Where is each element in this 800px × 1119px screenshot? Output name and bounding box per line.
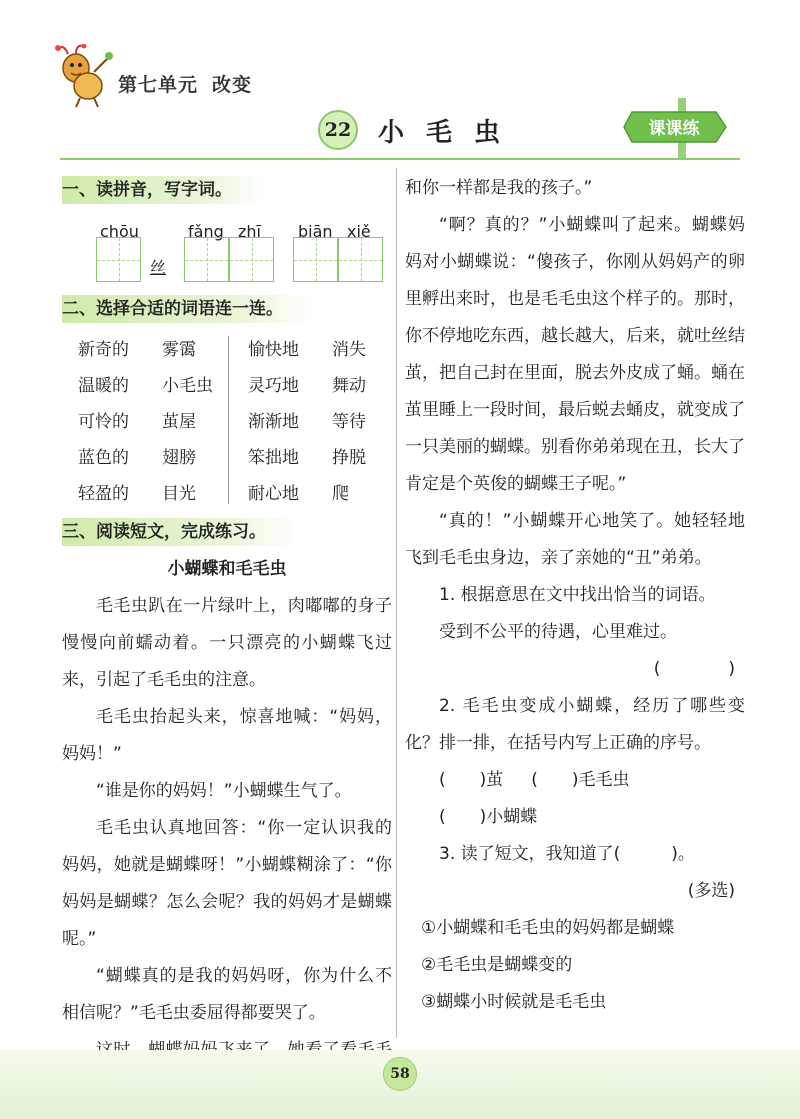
article-paragraph: “谁是你的妈妈！”小蝴蝶生气了。 xyxy=(96,781,352,801)
question-1: 1. 根据意思在文中找出恰当的词语。 xyxy=(439,585,716,605)
match-target[interactable]: 等待 xyxy=(332,412,366,432)
caterpillar-mascot-icon xyxy=(54,44,114,108)
order-option[interactable]: ( )小蝴蝶 xyxy=(439,807,538,827)
question-2: 2. 毛毛虫变成小蝴蝶，经历了哪些变化？排一排，在括号内写上正确的序号。 xyxy=(405,696,745,753)
article-title: 小蝴蝶和毛毛虫 xyxy=(167,559,287,579)
writing-box[interactable] xyxy=(184,237,229,282)
match-target[interactable]: 消失 xyxy=(332,340,366,360)
match-word[interactable]: 笨拙地 xyxy=(248,448,299,468)
article-paragraph: “啊？真的？”小蝴蝶叫了起来。蝴蝶妈妈对小蝴蝶说：“傻孩子，你刚从妈妈产的卵里孵出来时，也是毛毛虫这个样子的。那时，你不停地吃东西，越长越大，后来，就吐丝结茧，把自己封在里面，脱去外皮成了蛹。蛹在茧里睡上一段时间，最后蜕去蛹皮，就变成了一只美丽的蝴蝶。别看你弟弟现在丑，长大了肯定是个英俊的蝴蝶王子呢。” xyxy=(405,215,745,494)
match-word[interactable]: 轻盈的 xyxy=(78,484,129,504)
pinyin-exercise xyxy=(62,209,392,289)
lesson-number: 22 xyxy=(318,110,358,150)
si-char: 丝 xyxy=(150,258,167,277)
article-paragraph: 毛毛虫趴在一片绿叶上，肉嘟嘟的身子慢慢向前蠕动着。一只漂亮的小蝴蝶飞过来，引起了毛毛虫的注意。 xyxy=(62,596,392,690)
question-3: 3. 读了短文，我知道了( )。 xyxy=(439,844,695,864)
section2-title: 二、选择合适的词语连一连。 xyxy=(62,295,313,323)
header-rule xyxy=(60,158,740,160)
unit-theme: 改变 xyxy=(212,74,253,96)
pinyin-chou: chōu xyxy=(100,222,139,241)
match-word[interactable]: 渐渐地 xyxy=(248,412,299,432)
choice-option[interactable]: ①小蝴蝶和毛毛虫的妈妈都是蝴蝶 xyxy=(421,918,675,938)
match-word[interactable]: 愉快地 xyxy=(248,340,299,360)
match-word[interactable]: 耐心地 xyxy=(248,484,299,504)
match-target[interactable]: 目光 xyxy=(162,484,196,504)
column-divider xyxy=(396,168,397,1038)
unit-label: 第七单元 xyxy=(118,74,199,96)
pinyin-fang: fǎng xyxy=(188,222,224,241)
match-target[interactable]: 挣脱 xyxy=(332,448,366,468)
pinyin-bian: biān xyxy=(298,222,333,241)
writing-box[interactable] xyxy=(229,237,274,282)
match-target[interactable]: 爬 xyxy=(332,484,349,504)
answer-blank[interactable]: ( ) xyxy=(653,659,735,679)
article-continuation: 和你一样都是我的孩子。” xyxy=(405,178,593,198)
match-word[interactable]: 新奇的 xyxy=(78,340,129,360)
section3-title: 三、阅读短文，完成练习。 xyxy=(62,518,296,546)
lesson-name: 小毛虫 xyxy=(378,117,523,148)
pinyin-xie: xiě xyxy=(347,222,371,241)
article-paragraph: “真的！”小蝴蝶开心地笑了。她轻轻地飞到毛毛虫身边，亲了亲她的“丑”弟弟。 xyxy=(405,511,745,568)
writing-box[interactable] xyxy=(338,237,383,282)
choice-option[interactable]: ③蝴蝶小时候就是毛毛虫 xyxy=(421,992,607,1012)
match-target[interactable]: 舞动 xyxy=(332,376,366,396)
article-paragraph: “蝴蝶真的是我的妈妈呀，你为什么不相信呢？”毛毛虫委屈得都要哭了。 xyxy=(62,966,392,1023)
badge-label: 课课练 xyxy=(648,119,700,139)
match-target[interactable]: 茧屋 xyxy=(162,412,196,432)
order-option[interactable]: ( )毛毛虫 xyxy=(531,770,630,790)
match-word[interactable]: 蓝色的 xyxy=(78,448,129,468)
match-target[interactable]: 小毛虫 xyxy=(162,376,213,396)
article-paragraph: 毛毛虫抬起头来，惊喜地喊：“妈妈，妈妈！” xyxy=(62,707,392,764)
question-1-meaning: 受到不公平的待遇，心里难过。 xyxy=(439,622,677,642)
unit-header xyxy=(118,70,266,97)
left-column xyxy=(62,170,392,1106)
pinyin-zhi: zhī xyxy=(238,222,261,241)
question-2-options xyxy=(405,762,745,799)
article-paragraph: 毛毛虫认真地回答：“你一定认识我的妈妈，她就是蝴蝶呀！”小蝴蝶糊涂了：“你妈妈是蝴蝶？怎么会呢？我的妈妈才是蝴蝶呢。” xyxy=(62,818,392,949)
multi-select-note: (多选) xyxy=(687,881,735,901)
matching-exercise xyxy=(62,332,392,512)
match-word[interactable]: 可怜的 xyxy=(78,412,129,432)
choice-option[interactable]: ②毛毛虫是蝴蝶变的 xyxy=(421,955,573,975)
writing-box[interactable] xyxy=(293,237,338,282)
match-target[interactable]: 翅膀 xyxy=(162,448,196,468)
section1-title: 一、读拼音，写字词。 xyxy=(62,176,262,204)
match-word[interactable]: 温暖的 xyxy=(78,376,129,396)
match-divider xyxy=(228,336,229,504)
order-option[interactable]: ( )茧 xyxy=(439,770,504,790)
lesson-title xyxy=(318,110,522,150)
writing-box[interactable] xyxy=(96,237,141,282)
match-target[interactable]: 雾霭 xyxy=(162,340,196,360)
page-number: 58 xyxy=(383,1057,417,1091)
right-column xyxy=(405,170,745,1021)
signpost-badge xyxy=(622,98,732,160)
match-word[interactable]: 灵巧地 xyxy=(248,376,299,396)
